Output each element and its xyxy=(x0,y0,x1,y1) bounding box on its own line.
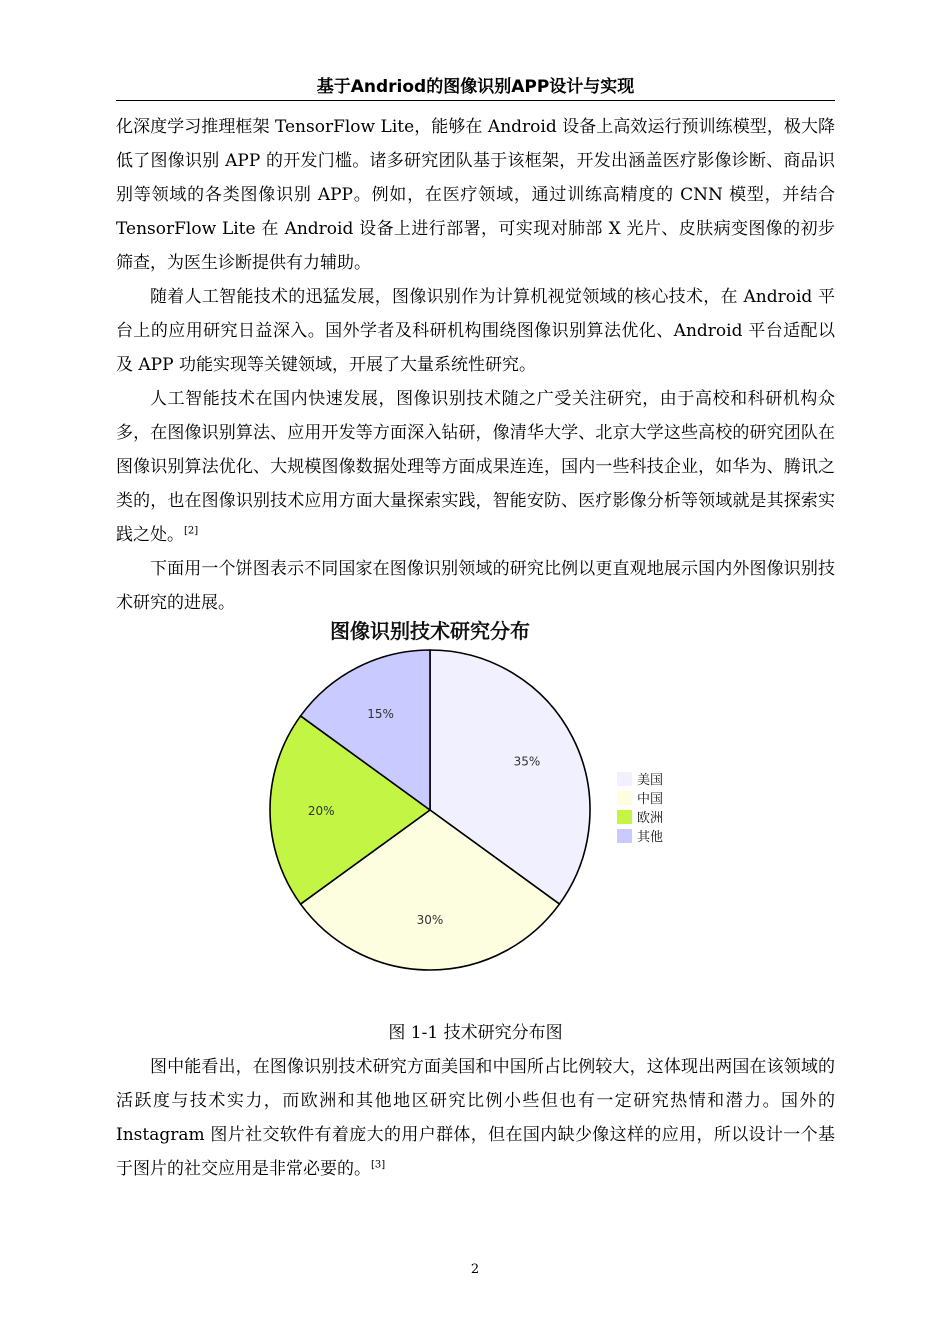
pie-label-europe: 20% xyxy=(307,804,335,818)
paragraph-1-text: 化深度学习推理框架 TensorFlow Lite，能够在 Android 设备上高效运行预训练模型，极大降低了图像识别 APP 的开发门槛。诸多研究团队基于该框架，开发出涵盖医疗影像诊断、商品识别等领域的各类图像识别 APP。例如，在医疗领域，通过训练高精度的 CNN 模型，并结合 TensorFlow Lite 在 Android 设备上进行部署，可实现对肺部 X 光片、皮肤病变图像的初步筛查，为医生诊断提供有力辅助。 xyxy=(116,117,835,273)
legend-swatch-china xyxy=(617,791,632,805)
paragraph-3-text: 人工智能技术在国内快速发展，图像识别技术随之广受关注研究，由于高校和科研机构众多，在图像识别算法、应用开发等方面深入钻研，像清华大学、北京大学这些高校的研究团队在图像识别算法优化、大规模图像数据处理等方面成果连连，国内一些科技企业，如华为、腾讯之类的，也在图像识别技术应用方面大量探索实践，智能安防、医疗影像分析等领域就是其探索实践之处。 xyxy=(116,389,835,545)
pie-chart xyxy=(250,610,700,985)
legend-label-other: 其他 xyxy=(637,830,664,845)
paragraph-5-text: 图中能看出，在图像识别技术研究方面美国和中国所占比例较大，这体现出两国在该领域的活跃度与技术实力，而欧洲和其他地区研究比例小些但也有一定研究热情和潜力。国外的 Instagram 图片社交软件有着庞大的用户群体，但在国内缺少像这样的应用，所以设计一个基于图片的社交应用是非常必要的。 xyxy=(116,1057,835,1179)
citation-3: [3] xyxy=(371,1159,386,1171)
paragraph-2-text: 随着人工智能技术的迅猛发展，图像识别作为计算机视觉领域的核心技术，在 Android 平台上的应用研究日益深入。国外学者及科研机构围绕图像识别算法优化、Android 平台适配以及 APP 功能实现等关键领域，开展了大量系统性研究。 xyxy=(116,287,835,375)
body-text-after xyxy=(116,1050,835,1186)
figure-caption: 图 1-1 技术研究分布图 xyxy=(388,1023,563,1043)
paragraph-1 xyxy=(116,110,835,280)
paragraph-3 xyxy=(116,382,835,552)
running-header-title: 基于Andriod的图像识别APP设计与实现 xyxy=(316,77,635,97)
chart-title: 图像识别技术研究分布 xyxy=(330,619,530,643)
legend-swatch-europe xyxy=(617,810,632,824)
pie-label-other: 15% xyxy=(367,707,394,722)
pie-label-china: 30% xyxy=(416,912,444,927)
citation-2: [2] xyxy=(184,525,199,537)
legend-label-china: 中国 xyxy=(637,792,664,807)
legend-label-usa: 美国 xyxy=(637,773,664,788)
paragraph-5 xyxy=(116,1050,835,1186)
header-rule xyxy=(116,100,835,101)
paragraph-4-text: 下面用一个饼图表示不同国家在图像识别领域的研究比例以更直观地展示国内外图像识别技术研究的进展。 xyxy=(116,559,835,613)
page-number: 2 xyxy=(470,1262,480,1277)
legend-swatch-usa xyxy=(617,772,632,786)
pie-chart-svg xyxy=(250,610,700,985)
body-text xyxy=(116,110,835,620)
paragraph-2 xyxy=(116,280,835,382)
legend-label-europe: 欧洲 xyxy=(637,811,664,826)
legend-swatch-other xyxy=(617,829,632,843)
pie-label-usa: 35% xyxy=(513,754,541,769)
